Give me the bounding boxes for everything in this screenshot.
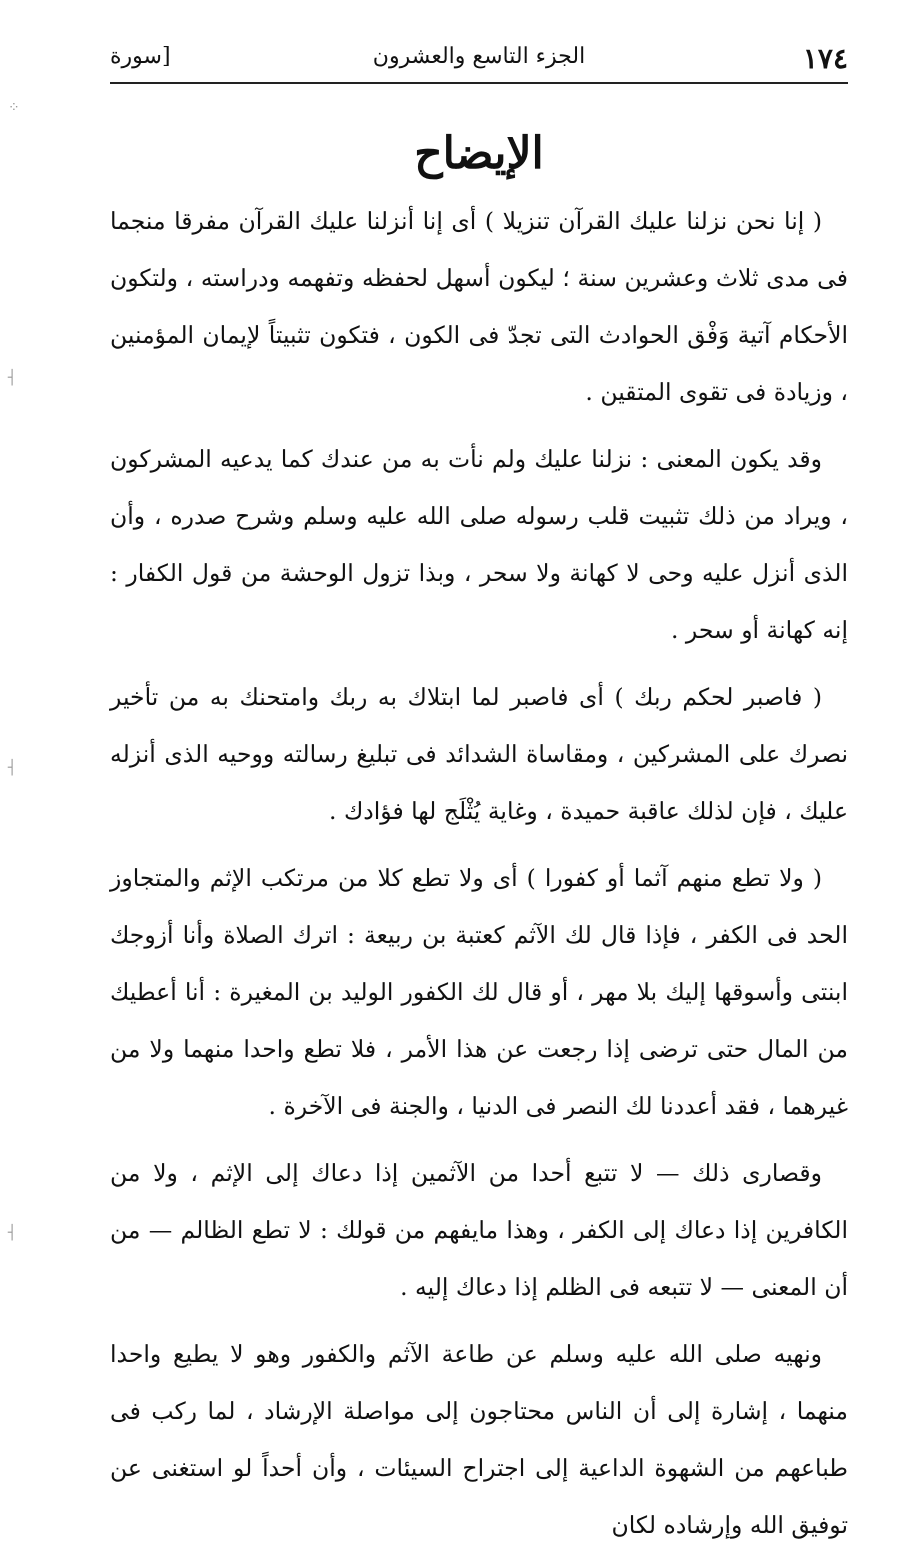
paragraph: ( ولا تطع منهم آثما أو كفورا ) أى ولا تطع كلا من مرتكب الإثم والمتجاوز الحد فى الكفر ، فإذا قال لك الآثم كعتبة بن ربيعة : اترك الصلاة وأنا أزوجك ابنتى وأسوقها إليك بلا مهر ، أو قال لك الكفور الوليد بن المغيرة : أنا أعطيك من المال حتى ترضى إذا رجعت عن هذا الأمر ، فلا تطع واحدا منهما ولا من غيرهما ، فقد أعددنا لك النصر فى الدنيا ، والجنة فى الآخرة .: [110, 863, 848, 1120]
page-header: [110, 34, 848, 84]
surah-label: [سورة: [110, 44, 171, 69]
scan-margin-mark: ⁘: [8, 100, 20, 116]
page-number: ١٧٤: [802, 42, 848, 75]
paragraph: ( إنا نحن نزلنا عليك القرآن تنزيلا ) أى إنا أنزلنا عليك القرآن مفرقا منجما فى مدى ثلاث وعشرين سنة ؛ ليكون أسهل لحفظه وتفهمه ودراسته ، ولتكون الأحكام آتية وَفْق الحوادث التى تجدّ فى الكون ، فتكون تثبيتاً لإيمان المؤمنين ، وزيادة فى تقوى المتقين .: [110, 206, 848, 406]
paragraph: وقصارى ذلك — لا تتبع أحدا من الآثمين إذا دعاك إلى الإثم ، ولا من الكافرين إذا دعاك إلى الكفر ، وهذا مايفهم من قولك : لا تطع الظالم — من أن المعنى — لا تتبعه فى الظلم إذا دعاك إليه .: [110, 1158, 848, 1301]
paragraph: ( فاصبر لحكم ربك ) أى فاصبر لما ابتلاك به ربك وامتحنك به من تأخير نصرك على المشركين ، ومقاساة الشدائد فى تبليغ رسالته ووحيه الذى أنزله عليك ، فإن لذلك عاقبة حميدة ، وغاية يُثْلَج لها فؤادك .: [110, 682, 848, 825]
scan-margin-mark: ┤: [8, 760, 17, 776]
scan-margin-mark: ┤: [8, 1225, 17, 1241]
section-title: الإيضاح: [414, 128, 544, 179]
book-page: [110, 34, 848, 1539]
paragraph: ونهيه صلى الله عليه وسلم عن طاعة الآثم والكفور وهو لا يطيع واحدا منهما ، إشارة إلى أن الناس محتاجون إلى مواصلة الإرشاد ، لما ركب فى طباعهم من الشهوة الداعية إلى اجتراح السيئات ، وأن أحداً لو استغنى عن توفيق الله وإرشاده لكان: [110, 1339, 848, 1539]
running-title: الجزء التاسع والعشرون: [372, 44, 586, 69]
paragraph: وقد يكون المعنى : نزلنا عليك ولم نأت به من عندك كما يدعيه المشركون ، ويراد من ذلك تثبيت قلب رسوله صلى الله عليه وسلم وشرح صدره ، وأن الذى أنزل عليه وحى لا كهانة ولا سحر ، وبذا تزول الوحشة من قول الكفار : إنه كهانة أو سحر .: [110, 444, 848, 644]
scan-margin-mark: ┤: [8, 370, 17, 386]
